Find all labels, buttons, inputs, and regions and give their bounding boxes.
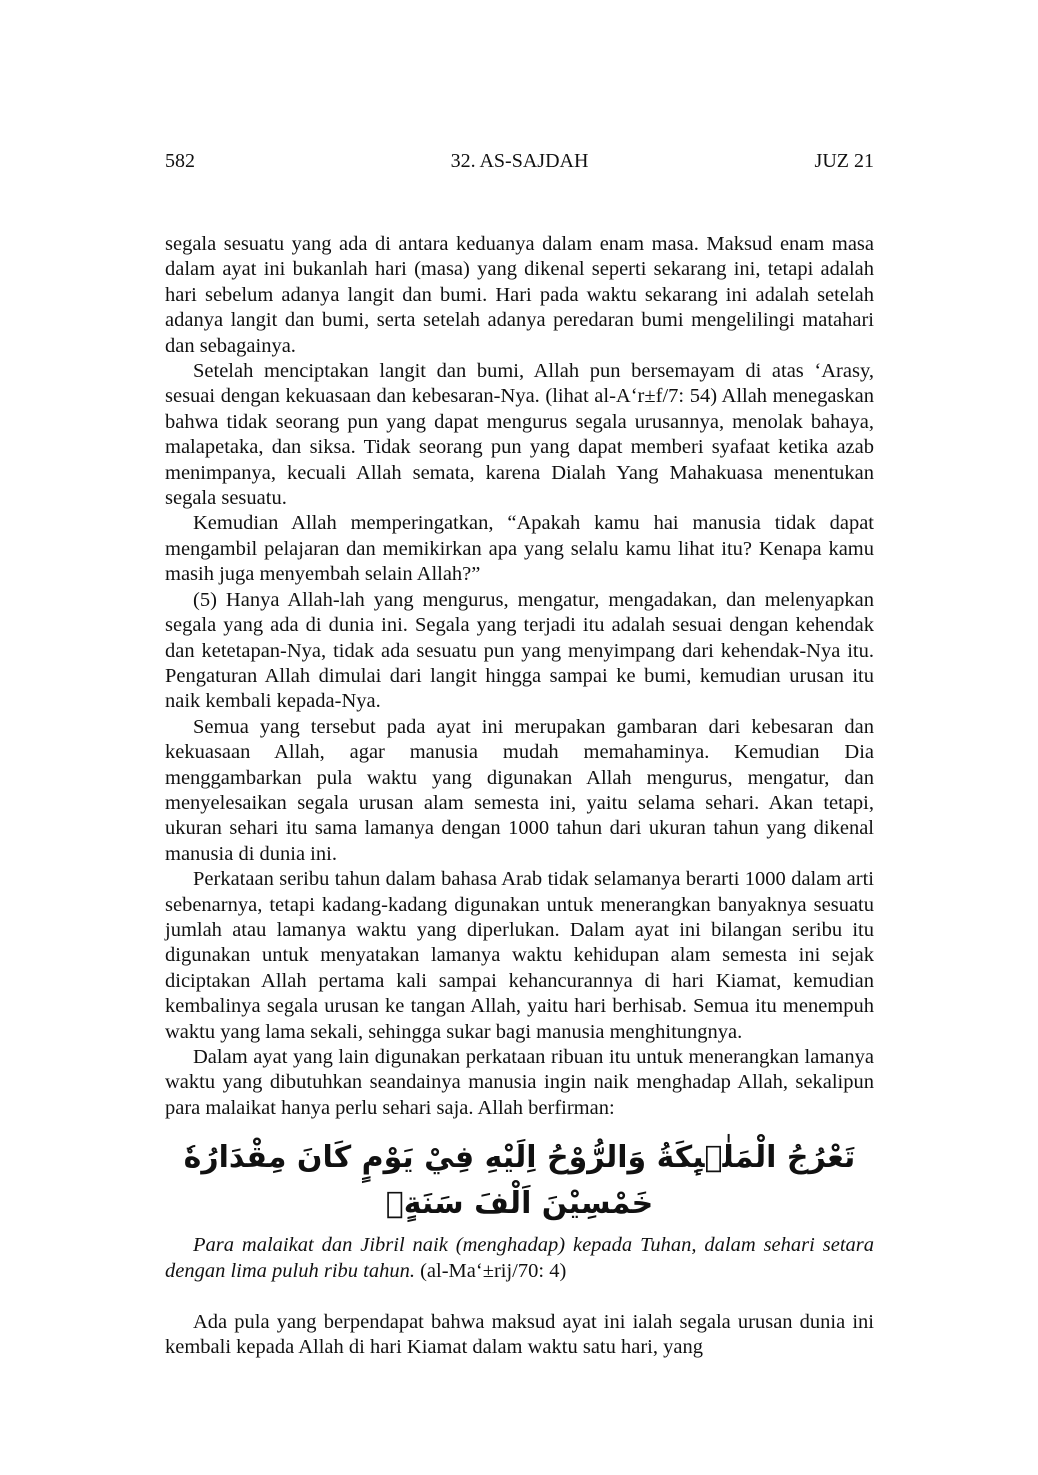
paragraph: Semua yang tersebut pada ayat ini merupakan gambaran dari kebesaran dan kekuasaan Allah, agar manusia mudah memahaminya. Kemudian Dia menggambarkan pula waktu yang digunakan Allah mengurus, mengatur, dan menyelesaikan segala urusan alam semesta ini, yaitu selama sehari. Akan tetapi, ukuran sehari itu sama lamanya dengan 1000 tahun dari ukuran tahun yang dikenal manusia di dunia ini. — [165, 715, 874, 865]
verse-reference: (al-Ma‘±rij/70: 4) — [420, 1259, 567, 1282]
quran-verse-arabic: تَعْرُجُ الْمَلٰۤىِٕكَةُ وَالرُّوْحُ اِلَيْهِ فِيْ يَوْمٍ كَانَ مِقْدَارُهٗ خَمْسِيْنَ اَلْفَ سَنَةٍۚ — [183, 1140, 856, 1222]
paragraph: (5) Hanya Allah-lah yang mengurus, mengatur, mengadakan, dan melenyapkan segala yang ada di dunia ini. Segala yang terjadi itu adalah sesuai dengan kehendak dan ketetapan-Nya, tidak ada sesuatu pun yang menyimpang dari kehendak-Nya itu. Pengaturan Allah dimulai dari langit hingga sampai ke bumi, kemudian urusan itu naik kembali kepada-Nya. — [165, 588, 874, 713]
paragraph: Setelah menciptakan langit dan bumi, Allah pun bersemayam di atas ‘Arasy, sesuai dengan kekuasaan dan kebesaran-Nya. (lihat al-A‘r±f/7: 54) Allah menegaskan bahwa tidak seorang pun yang dapat mengurus segala urusannya, menolak bahaya, malapetaka, dan siksa. Tidak seorang pun yang dapat memberi syafaat ketika azab menimpanya, kecuali Allah semata, karena Dialah Yang Mahakuasa menentukan segala sesuatu. — [165, 360, 874, 510]
paragraph: segala sesuatu yang ada di antara keduanya dalam enam masa. Maksud enam masa dalam ayat ini bukanlah hari (masa) yang dikenal seperti sekarang ini, tetapi adalah hari sebelum adanya langit dan bumi. Hari pada waktu sekarang ini adalah setelah adanya langit dan bumi, serta setelah adanya peredaran bumi mengelilingi matahari dan sebagainya. — [165, 233, 874, 357]
paragraph: Dalam ayat yang lain digunakan perkataan ribuan itu untuk menerangkan lamanya waktu yang dibutuhkan seandainya manusia ingin naik menghadap Allah, sekalipun para malaikat hanya perlu sehari saja. Allah berfirman: — [165, 1046, 874, 1119]
paragraph: Ada pula yang berpendapat bahwa maksud ayat ini ialah segala urusan dunia ini kembali kepada Allah di hari Kiamat dalam waktu satu hari, yang — [165, 1311, 874, 1359]
paragraph: Kemudian Allah memperingatkan, “Apakah kamu hai manusia tidak dapat mengambil pelajaran dan memikirkan apa yang selalu kamu lihat itu? Kenapa kamu masih juga menyembah selain Allah?” — [165, 512, 874, 586]
juz-label: JUZ 21 — [814, 150, 874, 172]
verse-translation-text: Para malaikat dan Jibril naik (menghadap) kepada Tuhan, dalam sehari setara dengan lima puluh ribu tahun. — [165, 1234, 874, 1282]
verse-translation — [165, 1233, 874, 1284]
chapter-title: 32. AS-SAJDAH — [450, 150, 589, 172]
body-text — [165, 232, 874, 1361]
paragraph: Perkataan seribu tahun dalam bahasa Arab tidak selamanya berarti 1000 dalam arti sebenarnya, tetapi kadang-kadang digunakan untuk menerangkan banyaknya sesuatu jumlah atau lamanya waktu yang diperlukan. Dalam ayat ini bilangan seribu itu digunakan untuk menyatakan lamanya waktu kehidupan alam semesta ini sejak diciptakan Allah pertama kali sampai kehancurannya di hari Kiamat, kemudian kembalinya segala urusan ke tangan Allah, yaitu hari berhisab. Semua itu menempuh waktu yang lama sekali, sehingga sukar bagi manusia menghitungnya. — [165, 868, 874, 1043]
page-number: 582 — [165, 150, 195, 172]
running-header — [165, 147, 874, 175]
